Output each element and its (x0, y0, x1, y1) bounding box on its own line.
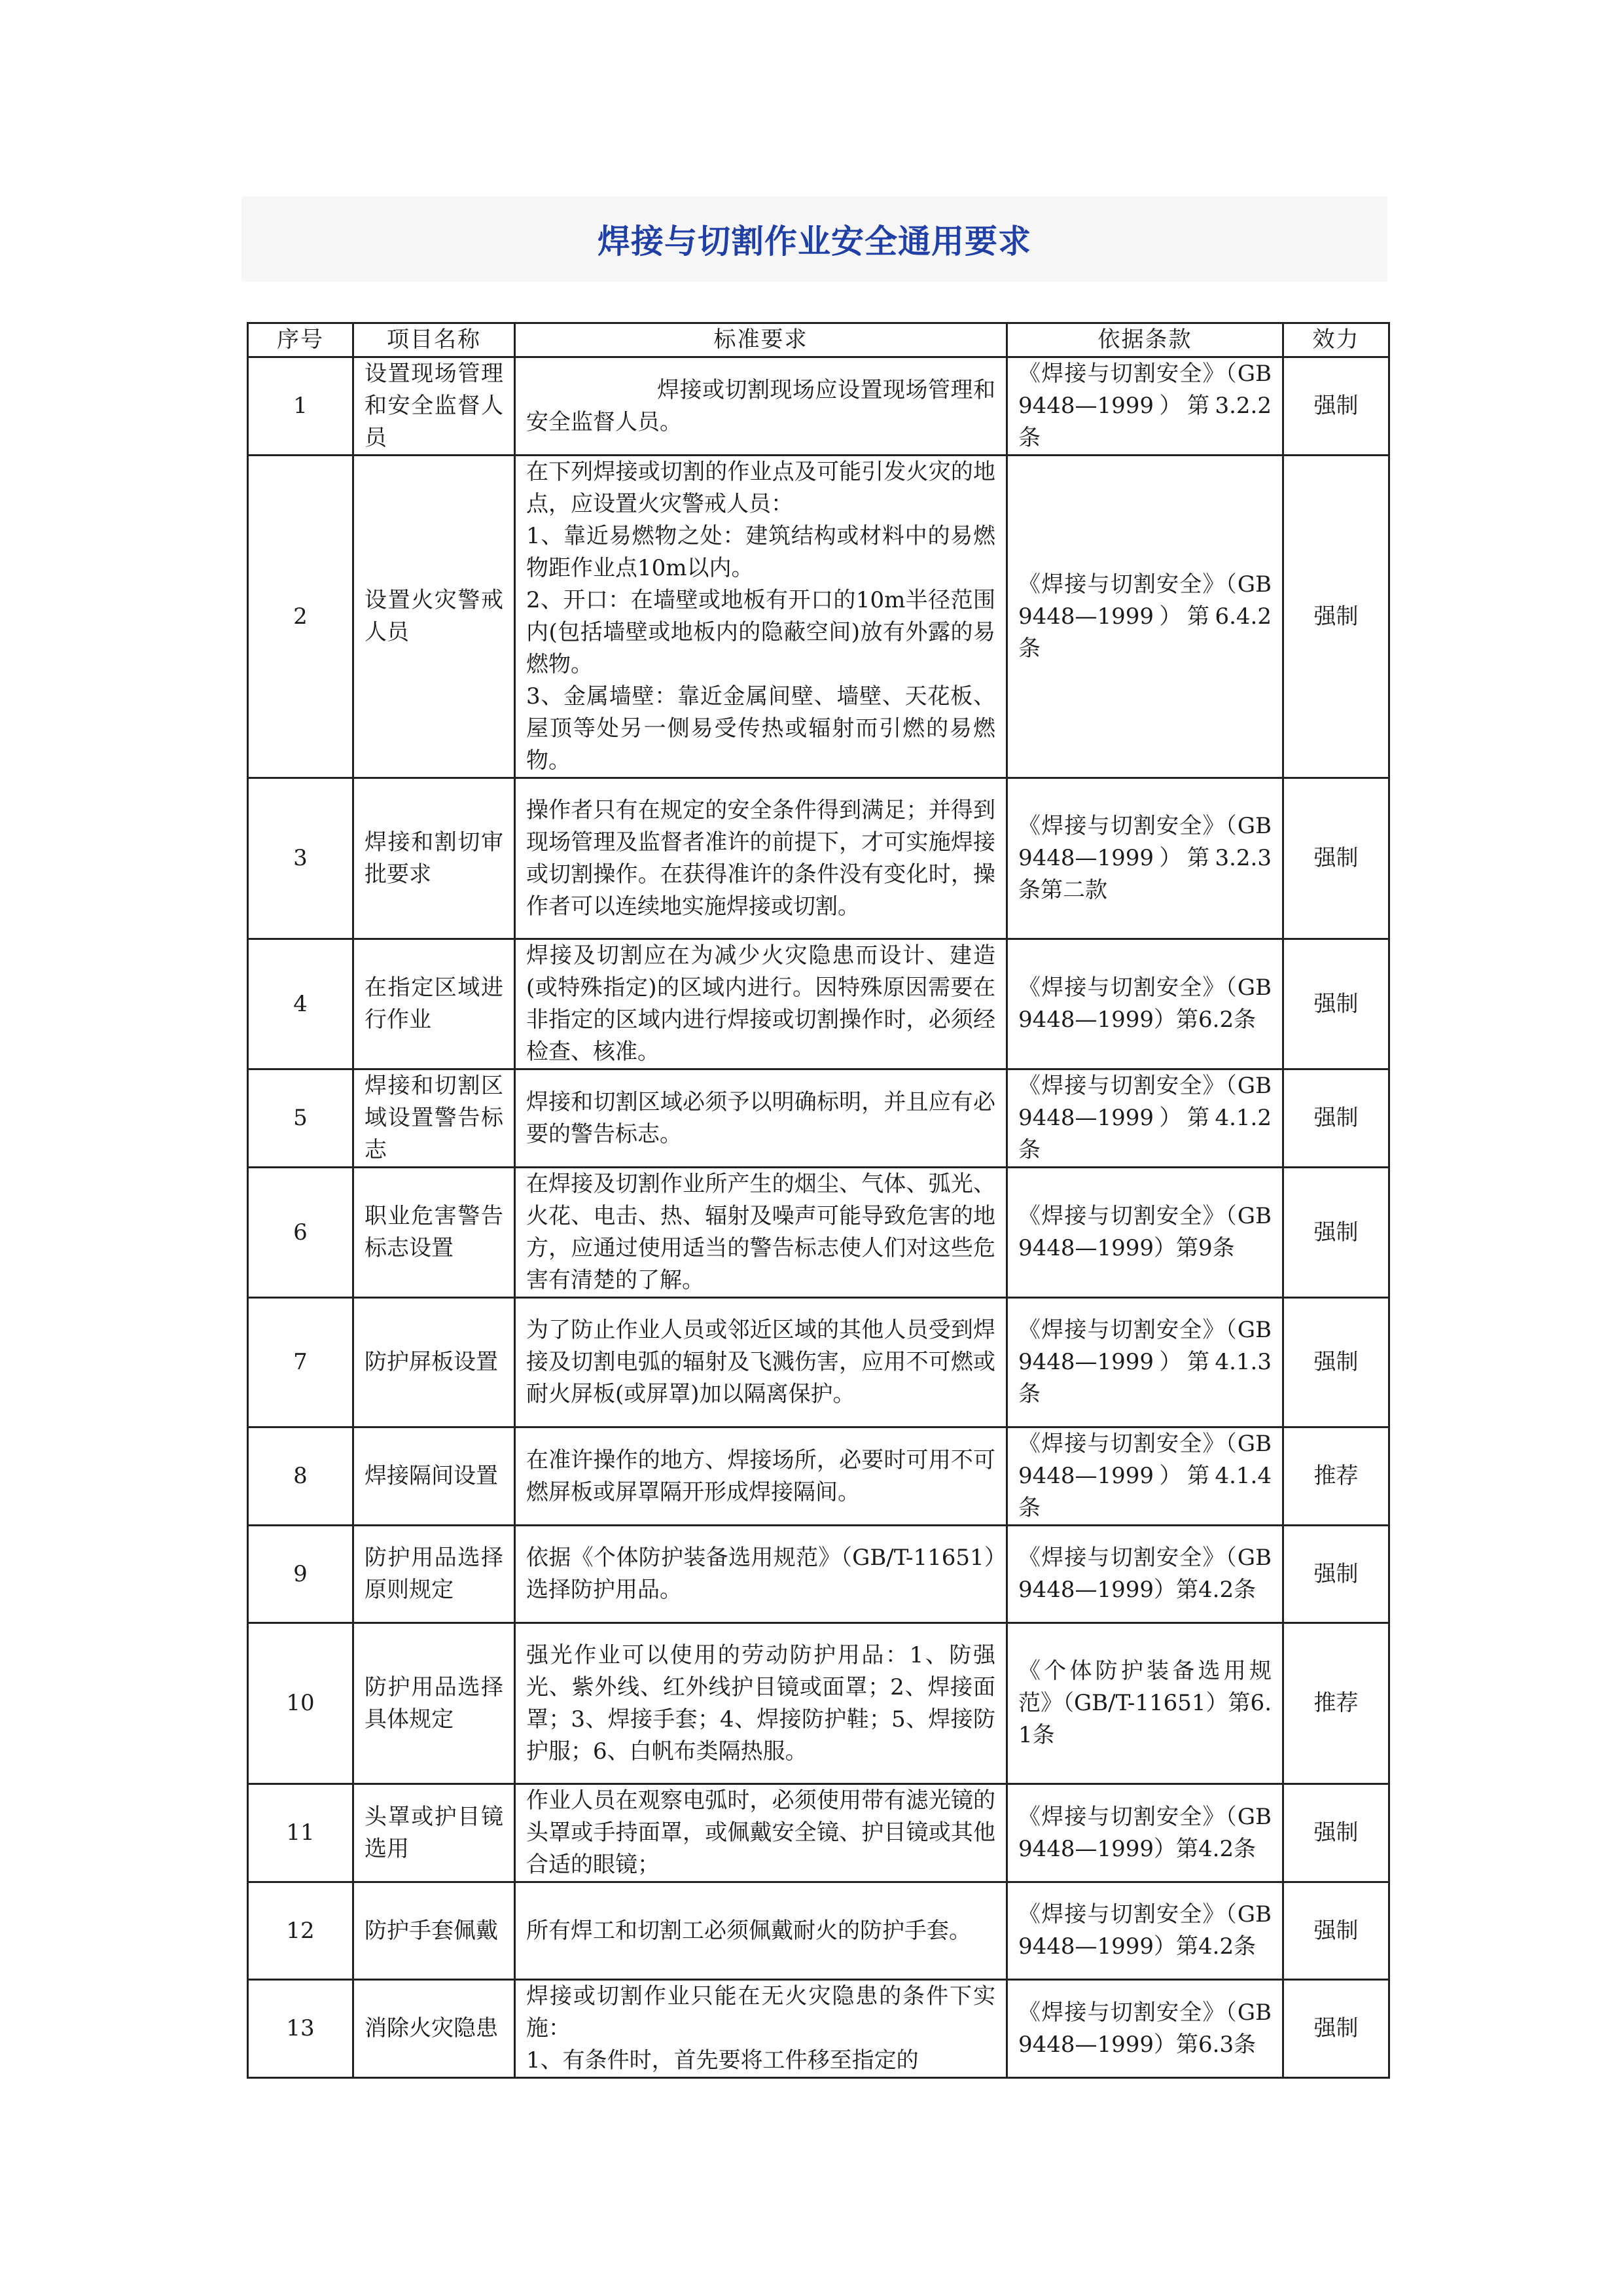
table-row (248, 1882, 1389, 1980)
header-reference: 依据条款 (1007, 323, 1283, 357)
row-index: 12 (248, 1882, 353, 1980)
table-row (248, 778, 1389, 939)
row-effect: 强制 (1283, 778, 1389, 939)
row-index: 10 (248, 1623, 353, 1784)
table-row (248, 1526, 1389, 1623)
table-row (248, 939, 1389, 1069)
row-item-name: 焊接隔间设置 (353, 1427, 515, 1526)
row-item-name: 防护手套佩戴 (353, 1882, 515, 1980)
row-effect: 强制 (1283, 939, 1389, 1069)
row-standard (515, 1980, 1007, 2078)
standard-line: 作业人员在观察电弧时，必须使用带有滤光镜的头罩或手持面罩，或佩戴安全镜、护目镜或其他合适的眼镜； (526, 1787, 995, 1878)
row-index: 8 (248, 1427, 353, 1526)
row-reference: 《焊接与切割安全》（GB9448—1999）第6.3条 (1007, 1980, 1283, 2078)
title-band (241, 196, 1387, 281)
row-standard (515, 1526, 1007, 1623)
row-reference: 《焊接与切割安全》（GB9448—1999）第4.2条 (1007, 1784, 1283, 1882)
row-standard (515, 1882, 1007, 1980)
table-row (248, 357, 1389, 456)
row-reference: 《焊接与切割安全》（GB9448—1999）第4.1.4条 (1007, 1427, 1283, 1526)
row-standard (515, 1784, 1007, 1882)
row-reference: 《焊接与切割安全》（GB9448—1999）第6.2条 (1007, 939, 1283, 1069)
row-standard (515, 1427, 1007, 1526)
table-row (248, 456, 1389, 778)
row-item-name: 职业危害警告标志设置 (353, 1168, 515, 1298)
row-item-name: 头罩或护目镜选用 (353, 1784, 515, 1882)
row-standard (515, 1298, 1007, 1427)
row-effect: 强制 (1283, 1168, 1389, 1298)
standard-line: 2、开口：在墙壁或地板有开口的10m半径范围内(包括墙壁或地板内的隐蔽空间)放有外露的易燃物。 (526, 587, 995, 677)
row-effect: 强制 (1283, 357, 1389, 456)
row-standard (515, 456, 1007, 778)
row-effect: 强制 (1283, 1882, 1389, 1980)
table-row (248, 1623, 1389, 1784)
standard-line: 依据《个体防护装备选用规范》（GB/T-11651）选择防护用品。 (526, 1545, 995, 1603)
header-item-name: 项目名称 (353, 323, 515, 357)
row-item-name: 在指定区域进行作业 (353, 939, 515, 1069)
row-item-name: 焊接和割切审批要求 (353, 778, 515, 939)
row-standard (515, 939, 1007, 1069)
row-reference: 《焊接与切割安全》（GB9448—1999）第4.1.2条 (1007, 1069, 1283, 1168)
standard-line: 3、金属墙壁：靠近金属间壁、墙壁、天花板、屋顶等处另一侧易受传热或辐射而引燃的易燃物。 (526, 683, 995, 774)
row-item-name: 防护用品选择具体规定 (353, 1623, 515, 1784)
row-reference: 《焊接与切割安全》（GB9448—1999）第3.2.2条 (1007, 357, 1283, 456)
table-row (248, 1168, 1389, 1298)
standard-line: 焊接或切割现场应设置现场管理和安全监督人员。 (526, 376, 995, 435)
row-index: 7 (248, 1298, 353, 1427)
row-item-name: 设置现场管理和安全监督人员 (353, 357, 515, 456)
header-index: 序号 (248, 323, 353, 357)
row-reference: 《焊接与切割安全》（GB9448—1999）第4.2条 (1007, 1882, 1283, 1980)
row-effect: 强制 (1283, 1298, 1389, 1427)
row-standard (515, 357, 1007, 456)
row-standard (515, 1069, 1007, 1168)
row-index: 3 (248, 778, 353, 939)
row-effect: 推荐 (1283, 1427, 1389, 1526)
standard-line: 所有焊工和切割工必须佩戴耐火的防护手套。 (526, 1917, 971, 1944)
row-effect: 强制 (1283, 1784, 1389, 1882)
row-index: 6 (248, 1168, 353, 1298)
row-effect: 强制 (1283, 1980, 1389, 2078)
requirements-table (247, 322, 1390, 2079)
row-index: 9 (248, 1526, 353, 1623)
standard-line: 焊接及切割应在为减少火灾隐患而设计、建造(或特殊指定)的区域内进行。因特殊原因需要在非指定的区域内进行焊接或切割操作时，必须经检查、核准。 (526, 942, 995, 1065)
row-standard (515, 1168, 1007, 1298)
standard-line: 在下列焊接或切割的作业点及可能引发火灾的地点，应设置火灾警戒人员： (526, 459, 995, 517)
table-row (248, 1298, 1389, 1427)
row-reference: 《焊接与切割安全》（GB9448—1999）第9条 (1007, 1168, 1283, 1298)
standard-line: 焊接和切割区域必须予以明确标明，并且应有必要的警告标志。 (526, 1088, 995, 1147)
row-effect: 强制 (1283, 1069, 1389, 1168)
row-reference: 《焊接与切割安全》（GB9448—1999）第3.2.3条第二款 (1007, 778, 1283, 939)
row-index: 13 (248, 1980, 353, 2078)
table-row (248, 1784, 1389, 1882)
row-effect: 强制 (1283, 1526, 1389, 1623)
row-item-name: 消除火灾隐患 (353, 1980, 515, 2078)
row-effect: 强制 (1283, 456, 1389, 778)
standard-line: 在准许操作的地方、焊接场所，必要时可用不可燃屏板或屏罩隔开形成焊接隔间。 (526, 1446, 995, 1505)
row-reference: 《焊接与切割安全》（GB9448—1999）第6.4.2条 (1007, 456, 1283, 778)
row-index: 11 (248, 1784, 353, 1882)
header-effect: 效力 (1283, 323, 1389, 357)
standard-line: 焊接或切割作业只能在无火灾隐患的条件下实施： (526, 1983, 995, 2041)
standard-line: 在焊接及切割作业所产生的烟尘、气体、弧光、火花、电击、热、辐射及噪声可能导致危害的地方，应通过使用适当的警告标志使人们对这些危害有清楚的了解。 (526, 1171, 995, 1293)
row-index: 4 (248, 939, 353, 1069)
row-standard (515, 1623, 1007, 1784)
row-item-name: 设置火灾警戒人员 (353, 456, 515, 778)
table-row (248, 1069, 1389, 1168)
row-index: 5 (248, 1069, 353, 1168)
standard-line: 强光作业可以使用的劳动防护用品：1、防强光、紫外线、红外线护目镜或面罩；2、焊接面罩；3、焊接手套；4、焊接防护鞋；5、焊接防护服；6、白帆布类隔热服。 (526, 1641, 995, 1765)
standard-line: 为了防止作业人员或邻近区域的其他人员受到焊接及切割电弧的辐射及飞溅伤害，应用不可燃或耐火屏板(或屏罩)加以隔离保护。 (526, 1317, 995, 1407)
table-row (248, 1427, 1389, 1526)
row-item-name: 防护用品选择原则规定 (353, 1526, 515, 1623)
row-reference: 《个体防护装备选用规范》（GB/T-11651）第6.1条 (1007, 1623, 1283, 1784)
row-reference: 《焊接与切割安全》（GB9448—1999）第4.1.3条 (1007, 1298, 1283, 1427)
row-item-name: 防护屏板设置 (353, 1298, 515, 1427)
standard-line: 1、靠近易燃物之处：建筑结构或材料中的易燃物距作业点10m以内。 (526, 523, 995, 581)
header-standard: 标准要求 (515, 323, 1007, 357)
row-standard (515, 778, 1007, 939)
row-reference: 《焊接与切割安全》（GB9448—1999）第4.2条 (1007, 1526, 1283, 1623)
standard-line: 操作者只有在规定的安全条件得到满足；并得到现场管理及监督者准许的前提下，才可实施焊接或切割操作。在获得准许的条件没有变化时，操作者可以连续地实施焊接或切割。 (526, 797, 995, 920)
standard-line: 1、有条件时，首先要将工件移至指定的 (526, 2047, 919, 2073)
row-index: 1 (248, 357, 353, 456)
document-title: 焊接与切割作业安全通用要求 (597, 223, 1031, 260)
table-row (248, 1980, 1389, 2078)
row-item-name: 焊接和切割区域设置警告标志 (353, 1069, 515, 1168)
row-index: 2 (248, 456, 353, 778)
table-header-row (248, 323, 1389, 357)
row-effect: 推荐 (1283, 1623, 1389, 1784)
